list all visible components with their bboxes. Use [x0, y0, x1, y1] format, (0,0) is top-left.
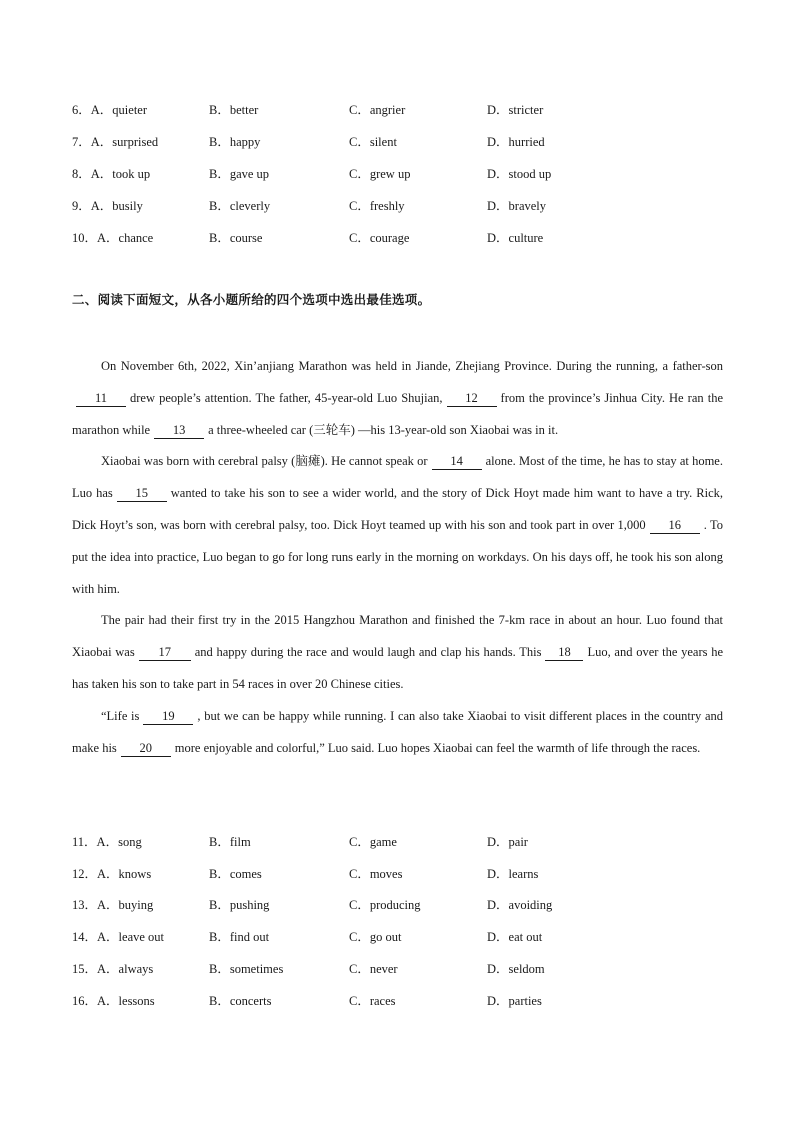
- question-8-options: [72, 164, 732, 184]
- option-b[interactable]: B．happy: [209, 135, 261, 149]
- option-a[interactable]: [72, 132, 158, 152]
- question-16-options: [72, 991, 732, 1011]
- blank-19[interactable]: 19: [143, 709, 193, 725]
- blank-18[interactable]: 18: [545, 645, 583, 661]
- passage-text: drew people’s attention. The father, 45-year-old Luo Shujian,: [130, 390, 443, 405]
- option-a[interactable]: [72, 164, 150, 184]
- passage-text: from the province’s Jinhua City. He ran the marathon while: [72, 390, 723, 437]
- option-c[interactable]: C．silent: [349, 135, 397, 149]
- option-a[interactable]: [72, 228, 153, 248]
- option-d[interactable]: D．avoiding: [487, 898, 553, 912]
- passage-text: Xiaobai was born with cerebral palsy (脑瘫). He cannot speak or: [101, 454, 428, 469]
- question-11-options: [72, 832, 732, 852]
- question-6-options: [72, 100, 732, 120]
- question-number: 14．: [72, 930, 98, 944]
- paragraph-1: [72, 351, 723, 446]
- question-number: 10．: [72, 231, 98, 245]
- passage-text: Luo, and over the years he has taken his son to take part in 54 races in over 20 Chinese cities.: [72, 645, 723, 691]
- option-d[interactable]: D．eat out: [487, 930, 543, 944]
- option-b[interactable]: B．film: [209, 835, 251, 849]
- question-number: 9．: [72, 199, 91, 213]
- blank-12[interactable]: 12: [447, 391, 497, 407]
- passage-text: a three-wheeled car (三轮车) —his 13-year-old son Xiaobai was in it.: [208, 422, 559, 437]
- option-a[interactable]: [72, 864, 151, 884]
- question-14-options: [72, 927, 732, 947]
- option-c[interactable]: C．game: [349, 835, 397, 849]
- option-a[interactable]: [72, 959, 153, 979]
- option-b[interactable]: B．better: [209, 103, 259, 117]
- option-d[interactable]: D．culture: [487, 231, 544, 245]
- option-b[interactable]: B．concerts: [209, 994, 272, 1008]
- option-b[interactable]: B．comes: [209, 867, 262, 881]
- option-c[interactable]: C．freshly: [349, 199, 405, 213]
- question-number: 6．: [72, 103, 91, 117]
- option-text: A．busily: [90, 199, 143, 213]
- question-number: 11．: [72, 835, 97, 849]
- option-b[interactable]: B．gave up: [209, 167, 270, 181]
- question-12-options: [72, 864, 732, 884]
- option-c[interactable]: C．angrier: [349, 103, 406, 117]
- blank-13[interactable]: 13: [154, 423, 204, 439]
- option-a[interactable]: [72, 832, 142, 852]
- option-d[interactable]: D．stricter: [487, 103, 544, 117]
- option-a[interactable]: [72, 895, 153, 915]
- option-b[interactable]: B．cleverly: [209, 199, 271, 213]
- option-text: A．always: [97, 962, 154, 976]
- option-c[interactable]: C．moves: [349, 867, 403, 881]
- option-d[interactable]: D．bravely: [487, 199, 547, 213]
- paragraph-2: [72, 446, 723, 605]
- paragraph-3: [72, 605, 723, 700]
- question-15-options: [72, 959, 732, 979]
- option-c[interactable]: C．races: [349, 994, 396, 1008]
- question-13-options: [72, 895, 732, 915]
- option-c[interactable]: C．never: [349, 962, 398, 976]
- passage-text: and happy during the race and would laugh and clap his hands. This: [194, 645, 542, 660]
- question-9-options: [72, 196, 732, 216]
- option-text: A．knows: [97, 867, 152, 881]
- option-text: A．chance: [97, 231, 154, 245]
- question-number: 16．: [72, 994, 98, 1008]
- option-a[interactable]: [72, 100, 147, 120]
- option-b[interactable]: B．pushing: [209, 898, 270, 912]
- question-number: 15．: [72, 962, 98, 976]
- option-b[interactable]: B．find out: [209, 930, 270, 944]
- option-b[interactable]: B．sometimes: [209, 962, 284, 976]
- passage-text: more enjoyable and colorful,” Luo said. Luo hopes Xiaobai can feel the warmth of life through the races.: [174, 740, 701, 755]
- passage-text: On November 6th, 2022, Xin’anjiang Marathon was held in Jiande, Zhejiang Province. During the running, a father-son: [101, 359, 723, 373]
- option-d[interactable]: D．hurried: [487, 135, 545, 149]
- passage-text: . To put the idea into practice, Luo began to go for long runs early in the morning on workdays. On his days off, he took his son along with him.: [72, 517, 723, 596]
- blank-14[interactable]: 14: [432, 454, 482, 470]
- passage-text: The pair had their first try in the 2015 Hangzhou Marathon and finished the 7-km race in about an hour. Luo found that Xiaobai was: [72, 613, 723, 660]
- option-c[interactable]: C．grew up: [349, 167, 411, 181]
- option-text: A．leave out: [97, 930, 165, 944]
- option-a[interactable]: [72, 991, 155, 1011]
- option-text: A．took up: [90, 167, 151, 181]
- passage-text: wanted to take his son to see a wider world, and the story of Dick Hoyt made him want to have a try. Rick, Dick Hoyt’s son, was born with cerebral palsy, too. Dick Hoyt teamed up with his son and took part in over 1,000: [72, 486, 723, 532]
- option-d[interactable]: D．seldom: [487, 962, 545, 976]
- paragraph-4: [72, 701, 723, 765]
- passage-text: , but we can be happy while running. I can also take Xiaobai to visit different places in the country and make his: [72, 708, 723, 755]
- blank-11[interactable]: 11: [76, 391, 126, 407]
- question-10-options: [72, 228, 732, 248]
- passage-text: alone. Most of the time, he has to stay at home. Luo has: [72, 454, 723, 501]
- option-a[interactable]: [72, 927, 164, 947]
- option-a[interactable]: [72, 196, 143, 216]
- question-number: 13．: [72, 898, 98, 912]
- question-number: 12．: [72, 867, 98, 881]
- option-d[interactable]: D．pair: [487, 835, 528, 849]
- option-d[interactable]: D．parties: [487, 994, 542, 1008]
- question-number: 7．: [72, 135, 91, 149]
- option-d[interactable]: D．stood up: [487, 167, 552, 181]
- option-d[interactable]: D．learns: [487, 867, 539, 881]
- blank-16[interactable]: 16: [650, 518, 700, 534]
- option-c[interactable]: C．courage: [349, 231, 410, 245]
- option-text: A．buying: [97, 898, 154, 912]
- reading-passage: [72, 351, 723, 764]
- option-c[interactable]: C．producing: [349, 898, 421, 912]
- option-text: A．song: [96, 835, 142, 849]
- option-b[interactable]: B．course: [209, 231, 263, 245]
- passage-text: “Life is: [101, 708, 140, 723]
- option-text: A．lessons: [97, 994, 155, 1008]
- blank-15[interactable]: 15: [117, 486, 167, 502]
- section-title: 二、阅读下面短文，从各小题所给的四个选项中选出最佳选项。: [72, 292, 431, 307]
- question-7-options: [72, 132, 732, 152]
- blank-20[interactable]: 20: [121, 741, 171, 757]
- blank-17[interactable]: 17: [139, 645, 191, 661]
- option-text: A．quieter: [90, 103, 147, 117]
- option-c[interactable]: C．go out: [349, 930, 402, 944]
- question-number: 8．: [72, 167, 91, 181]
- option-text: A．surprised: [90, 135, 159, 149]
